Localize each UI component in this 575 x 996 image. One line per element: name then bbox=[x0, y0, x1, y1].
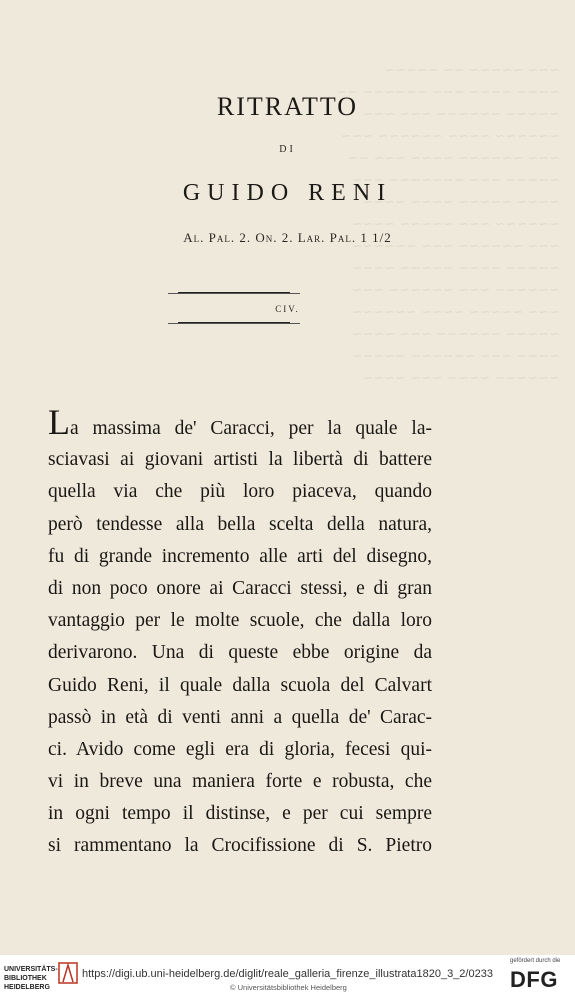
text-line: in ogni tempo il distinse, e per cui sempre bbox=[48, 803, 432, 825]
funded-by-label: gefördert durch die bbox=[510, 958, 561, 964]
permalink[interactable]: https://digi.ub.uni-heidelberg.de/diglit/reale_galleria_firenze_illustrata1820_3_2/0233 bbox=[82, 968, 493, 980]
text-line: però tendesse alla bella scelta della natura, bbox=[48, 513, 432, 535]
text-line: si rammentano la Crocifissione di S. Pietro bbox=[48, 835, 432, 857]
title-connector: DI bbox=[279, 144, 296, 155]
dfg-logo: DFG bbox=[510, 967, 558, 992]
footer-bar bbox=[0, 955, 575, 996]
bottom-rule bbox=[178, 322, 290, 324]
body-text bbox=[48, 402, 432, 863]
text-line: Guido Reni, il quale dalla scuola del Calvart bbox=[48, 674, 432, 696]
plate-number: CIV. bbox=[275, 304, 300, 314]
text-line: sciavasi ai giovani artisti la libertà di battere bbox=[48, 449, 432, 471]
text-line: quella via che più loro piaceva, quando bbox=[48, 481, 432, 503]
drop-cap: L bbox=[48, 402, 70, 442]
text-line: fu di grande incremento alle arti del disegno, bbox=[48, 545, 432, 567]
text-line: passò in età di venti anni a quella de' Carac- bbox=[48, 706, 432, 728]
text-line: vi in breve una maniera forte e robusta, che bbox=[48, 771, 432, 793]
subject-name: GUIDO RENI bbox=[182, 180, 393, 206]
page-title: RITRATTO bbox=[216, 92, 359, 121]
library-name: UNIVERSITÄTS- BIBLIOTHEK HEIDELBERG bbox=[4, 966, 58, 991]
top-rule bbox=[178, 292, 290, 294]
text-line: derivarono. Una di queste ebbe origine da bbox=[48, 642, 432, 664]
collection-reference: Al. Pal. 2. On. 2. Lar. Pal. 1 1/2 bbox=[183, 230, 392, 245]
text-line: ci. Avido come egli era di gloria, fecesi qui- bbox=[48, 738, 432, 760]
copyright-notice: © Universitätsbibliothek Heidelberg bbox=[230, 983, 347, 992]
text-line: vantaggio per le molte scuole, che dalla loro bbox=[48, 610, 432, 632]
text-line: di non poco onore ai Caracci stessi, e di gran bbox=[48, 577, 432, 599]
text-line: La massima de' Caracci, per la quale la- bbox=[48, 402, 432, 442]
library-logo-icon bbox=[58, 960, 80, 986]
bleed-through-text: ~~~ ~~~~~ ~~ ~~~~~ ~~~~ ~~~~ ~~~ ~~~~~~ ~~ ~~~~~ ~~~~~~ ~~~ ~~~ ~~~~~~ ~~~~ ~~~~~~ ~~~ ~~~ ~~~~~~ ~~~~ ~~~ ~~ ~~~~~ ~~~ ~~~~~~~ ~~~ ~~~~ ~~~~~ ~~~~ ~~~~ ~~~~~~ ~~~ ~~~~~ ~~~~ ~~~ ~~~~~~ ~~~ ~~~~~~ ~~~~~ ~~~~ ~~~~~ ~~~~ ~~~~~~ ~~~ ~~~~~~ ~~~ ~~~ ~~~~~ ~~~~ ~~~~~~ ~~~~~ ~~~~~~ ~~~ ~~~~ ~~~~ ~~~ ~~~~~~ ~~~~~ ~~~~~~ ~~~~ ~~~ ~~~~ bbox=[336, 63, 560, 386]
